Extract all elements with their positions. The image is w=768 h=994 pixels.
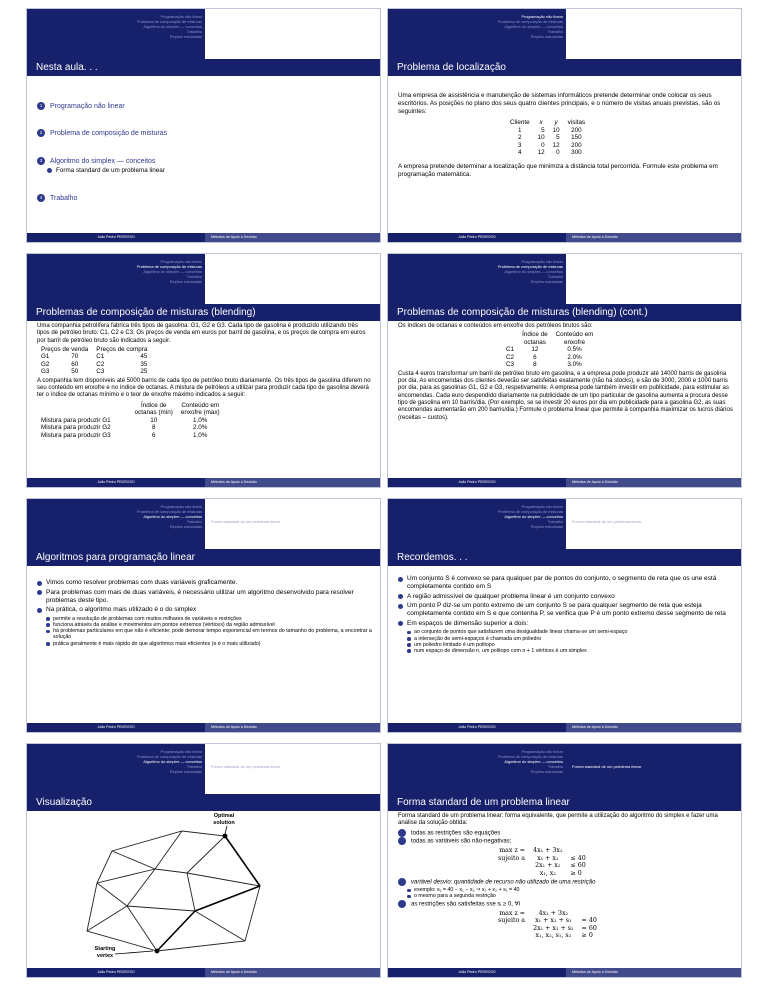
nav-item[interactable]: Programação não linear bbox=[521, 14, 563, 19]
lp-model-standard: max z = 4x₁ + 3x₂ sujeito a x₁ + x₂ + s₁ = 40 2x₁ + x₂ + s₂ = 60 x₁, x₂, s₁, s₂ ≥ 0 bbox=[498, 909, 597, 939]
nav-item[interactable]: Algoritmo do simplex — conceitos bbox=[504, 24, 563, 29]
slide-header bbox=[388, 744, 741, 794]
slide-title: Algoritmos para programação linear bbox=[27, 549, 380, 566]
section-nav bbox=[388, 744, 566, 794]
slide-8 bbox=[387, 743, 742, 978]
slide-title: Recordemos. . . bbox=[388, 549, 741, 566]
nav-item[interactable]: Programação não linear bbox=[160, 749, 202, 754]
prices-table: Preços de venda Preços de compra G1 70 C1 45 G2 60 C2 35 G3 50 C3 25 bbox=[41, 345, 148, 376]
nav-item[interactable]: Programação não linear bbox=[521, 504, 563, 509]
sub-list-item: um poliedro limitado é um politopo bbox=[407, 642, 733, 648]
list-item: Um conjunto S é convexo se para qualquer par de pontos do conjunto, o segmento de reta que os une está completamente contido em S bbox=[398, 575, 733, 591]
bullet-icon bbox=[407, 889, 411, 893]
slide-title: Forma standard de um problema linear bbox=[388, 794, 741, 811]
slide-1 bbox=[26, 8, 381, 243]
paragraph: Custa 4 euros transformar um barril de petróleo bruto em gasolina, e a empresa pode produzir até 14000 barris de gasolina por dia. As encomendas dos clientes deverão ser satisfeitas exatamente (não há stocks), e são de 3000, 2000 e 1000 barris por dia, para as gasolinas G1, G2 e G3, respetivamente. A empresa pode também investir em publicidade, para estimular as encomendas. Cada euro despendido diariamente na publicidade de um tipo particular de gasolina aumenta a procura desse tipo de gasolina em 10 barris/dia. (Por exemplo, se se investir 20 euros por dia em publicidade para a gasolina G2, as suas encomendas aumentarão em 200 barris/dia.) Formule o problema linear que permite à companhia maximizar os lucros diários (receitas – custos). bbox=[398, 370, 733, 421]
nav-item[interactable]: Algoritmo do simplex — conceitos bbox=[143, 759, 202, 764]
slide-body bbox=[398, 323, 733, 473]
sub-list-item: funciona através da análise e movimentos em pontos extremos (vértices) da região admissível bbox=[46, 622, 372, 628]
section-nav bbox=[388, 9, 566, 59]
bullet-icon bbox=[407, 631, 411, 635]
paragraph: A companhia tem disponíveis até 5000 barris de cada tipo de petróleo bruto diariamente. Os três tipos de gasolina diferem no seu conteúdo em enxofre e no índice de octanas. A mistura de petróleos a utilizar para produzir cada tipo de gasolina deverá ter o índice de octanas mínimo e o teor de enxofre máximo indicados a seguir: bbox=[37, 377, 371, 399]
list-item: Na prática, o algoritmo mais utilizado é o do simplex bbox=[37, 606, 372, 614]
footer-course: Métodos de Apoio à Decisão bbox=[566, 233, 742, 242]
slide-title: Visualização bbox=[27, 794, 380, 811]
footer-course: Métodos de Apoio à Decisão bbox=[205, 478, 381, 487]
slide-3 bbox=[26, 253, 381, 488]
bullet-icon bbox=[398, 577, 403, 582]
sub-list-item: o mesmo para a segunda restrição bbox=[407, 893, 733, 899]
clients-table: Cliente x y visitas 1 5 10 200 2 10 5 150 3 0 12 200 4 12 0 300 bbox=[510, 119, 586, 156]
slide-header bbox=[27, 9, 380, 59]
slide-footer bbox=[27, 478, 380, 487]
nav-item[interactable]: Reções estudadas bbox=[169, 769, 202, 774]
section-nav bbox=[27, 499, 205, 549]
slide-footer bbox=[388, 968, 741, 977]
subsection-nav: Forma standard de um problema linear bbox=[566, 744, 742, 794]
list-item: Um ponto P diz-se um ponto extremo de um conjunto S se para qualquer segmento de reta que esteja completamente contido em S e que contenha P, se verifica que P é um ponto extremo desse segmento de reta bbox=[398, 602, 733, 618]
slide-body bbox=[37, 579, 372, 718]
footer-course: Métodos de Apoio à Decisão bbox=[566, 723, 742, 732]
step-number-icon bbox=[398, 878, 406, 886]
nav-item[interactable]: Problema de composição de misturas bbox=[136, 754, 202, 759]
toc-number: 3 bbox=[37, 157, 45, 165]
sub-list-item: permite a resolução de problemas com muitos milhares de variáveis e restrições bbox=[46, 616, 372, 622]
step-number-icon bbox=[398, 837, 406, 845]
step-number-icon bbox=[398, 829, 406, 837]
footer-course: Métodos de Apoio à Decisão bbox=[566, 478, 742, 487]
nav-item[interactable]: Trabalho bbox=[547, 519, 563, 524]
nav-item[interactable]: Trabalho bbox=[547, 764, 563, 769]
label-vertex: vertex bbox=[96, 953, 114, 959]
subsection-nav bbox=[566, 9, 742, 59]
footer-course: Métodos de Apoio à Decisão bbox=[566, 968, 742, 977]
label-starting: Starting bbox=[94, 946, 116, 952]
section-nav bbox=[27, 254, 205, 304]
nav-item[interactable]: Problema de composição de misturas bbox=[497, 264, 563, 269]
numbered-item: as restrições são satisfeitas sse sᵢ ≥ 0, ∀i bbox=[398, 900, 733, 909]
nav-item[interactable]: Programação não linear bbox=[521, 259, 563, 264]
bullet-icon bbox=[398, 594, 403, 599]
slide-5 bbox=[26, 498, 381, 733]
toc-item[interactable]: 4 Trabalho bbox=[37, 194, 77, 203]
nav-item[interactable]: Problema de composição de misturas bbox=[136, 19, 202, 24]
nav-item[interactable]: Algoritmo do simplex — conceitos bbox=[504, 759, 563, 764]
sub-list-item: prática geralmente é mais rápido do que algoritmos mais eficientes (e é o mais utilizado) bbox=[46, 641, 372, 647]
lp-model: max z = 4x₁ + 3x₂ sujeito a x₁ + x₂ ≤ 40 2x₁ + x₂ ≤ 60 x₁, x₂ ≥ 0 bbox=[498, 847, 586, 877]
toc-item[interactable]: 2 Problema de composição de misturas bbox=[37, 129, 167, 138]
slide-header bbox=[388, 254, 741, 304]
nav-item[interactable]: Reções estudadas bbox=[169, 524, 202, 529]
bullet-icon bbox=[37, 581, 42, 586]
sub-list-item: exemplo: s₁ = 40 − x₁ − x₂ ⇒ x₁ + x₂ + s₁ = 40 bbox=[407, 887, 733, 893]
bullet-icon bbox=[46, 623, 50, 627]
slide-body bbox=[398, 92, 733, 228]
nav-item[interactable]: Reções estudadas bbox=[530, 34, 563, 39]
slide-header bbox=[388, 9, 741, 59]
slide-4 bbox=[387, 253, 742, 488]
optimal-pointer bbox=[225, 826, 227, 834]
nav-item[interactable]: Problema de composição de misturas bbox=[497, 509, 563, 514]
paragraph: Uma companhia petrolífera fabrica três tipos de gasolina: G1, G2 e G3. Cada tipo de gasolina é produzido utilizando três tipos de petróleo bruto: C1, C2 e C3. Os preços de venda em euros por barril de gasolina, e os preços de compra em euros por barril de petróleo bruto são indicados a seguir. bbox=[37, 323, 366, 344]
label-optimal: Optimal bbox=[213, 813, 235, 819]
footer-author: João Pedro PEDROSO bbox=[388, 478, 566, 487]
nav-item[interactable]: Programação não linear bbox=[160, 504, 202, 509]
nav-item[interactable]: Algoritmo do simplex — conceitos bbox=[504, 514, 563, 519]
footer-course: Métodos de Apoio à Decisão bbox=[205, 723, 381, 732]
nav-item[interactable]: Problema de composição de misturas bbox=[136, 264, 202, 269]
subsection-nav: Forma standard de um problema linear bbox=[566, 499, 742, 549]
slide-6 bbox=[387, 498, 742, 733]
nav-item[interactable]: Programação não linear bbox=[160, 14, 202, 19]
requirements-table: Índice de Conteúdo em octanas (min) enxofre (max) Mistura para produzir G1 10 1.0% Mistura para produzir G2 8 2.0% Mistura para produzir G3 6 1.0% bbox=[41, 401, 220, 439]
optimal-vertex bbox=[223, 834, 228, 839]
slide-body bbox=[398, 813, 733, 963]
footer-author: João Pedro PEDROSO bbox=[388, 233, 566, 242]
slide-header bbox=[388, 499, 741, 549]
footer-author: João Pedro PEDROSO bbox=[388, 723, 566, 732]
toc-subitem[interactable]: Forma standard de um problema linear bbox=[47, 167, 165, 175]
toc-number: 1 bbox=[37, 102, 45, 110]
nav-item[interactable]: Problema de composição de misturas bbox=[136, 509, 202, 514]
bullet-icon bbox=[407, 637, 411, 641]
nav-item[interactable]: Trabalho bbox=[547, 29, 563, 34]
slide-header bbox=[27, 254, 380, 304]
footer-author: João Pedro PEDROSO bbox=[388, 968, 566, 977]
section-nav bbox=[388, 499, 566, 549]
bullet-icon bbox=[407, 895, 411, 899]
list-item: Para problemas com mais de duas variáveis, é necessário utilizar um algoritmo desenvolvido para resolver problemas deste tipo. bbox=[37, 589, 372, 605]
nav-item[interactable]: Algoritmo do simplex — conceitos bbox=[143, 269, 202, 274]
slide-body bbox=[398, 575, 733, 718]
paragraph: Uma empresa de assistência e manutenção de sistemas informáticos pretende determinar onde colocar os seus escritórios. As posições no plano dos seus quatro clientes principais, e o número de visitas anuais previstas, são os seguintes: bbox=[398, 92, 721, 115]
numbered-item: variável desvio: quantidade de recurso não utilizado de uma restrição bbox=[398, 878, 733, 887]
nav-item[interactable]: Reções estudadas bbox=[169, 34, 202, 39]
subsection-nav bbox=[566, 254, 742, 304]
list-item: Em espaços de dimensão superior a dois: bbox=[398, 620, 733, 628]
slide-footer bbox=[27, 233, 380, 242]
nav-item[interactable]: Reções estudadas bbox=[530, 279, 563, 284]
footer-course: Métodos de Apoio à Decisão bbox=[205, 968, 381, 977]
toc-number: 2 bbox=[37, 129, 45, 137]
subsection-nav bbox=[205, 254, 381, 304]
footer-author: João Pedro PEDROSO bbox=[27, 233, 205, 242]
slide-body bbox=[37, 323, 372, 473]
subsection-nav bbox=[205, 9, 381, 59]
list-item: Vimos como resolver problemas com duas variáveis graficamente. bbox=[37, 579, 372, 587]
bullet-icon bbox=[46, 642, 50, 646]
footer-course: Métodos de Apoio à Decisão bbox=[205, 233, 381, 242]
bullet-icon bbox=[407, 649, 411, 653]
nav-item[interactable]: Programação não linear bbox=[160, 259, 202, 264]
bullet-icon bbox=[47, 168, 52, 173]
subsection-nav: Forma standard de um problema linear bbox=[205, 744, 381, 794]
nav-item[interactable]: Algoritmo do simplex — conceitos bbox=[143, 24, 202, 29]
slide-header bbox=[27, 744, 380, 794]
footer-author: João Pedro PEDROSO bbox=[27, 968, 205, 977]
slide-footer bbox=[388, 233, 741, 242]
bullet-icon bbox=[407, 643, 411, 647]
section-nav bbox=[388, 254, 566, 304]
crude-table: Índice de Conteúdo em octanas enxofre C1 12 0.5% C2 6 2.0% C3 8 3.0% bbox=[506, 331, 594, 369]
sub-list-item: há problemas particulares em que não é eficiente: pode demorar tempo exponencial em termos do tamanho do problema, a encontrar a solução bbox=[46, 628, 372, 640]
slide-header bbox=[27, 499, 380, 549]
slide-title: Problema de localização bbox=[388, 59, 741, 76]
section-nav bbox=[27, 744, 205, 794]
section-nav bbox=[27, 9, 205, 59]
sub-list-item: ao conjunto de pontos que satisfazem uma desigualdade linear chama-se um semi-espaço bbox=[407, 629, 733, 635]
nav-item[interactable]: Trabalho bbox=[186, 274, 202, 279]
step-number-icon bbox=[398, 900, 406, 908]
paragraph: Forma standard de um problema linear: forma equivalente, que permite a utilização do algoritmo do simplex e fazer uma análise da solução obtida: bbox=[398, 813, 718, 827]
bullet-icon bbox=[46, 617, 50, 621]
nav-item[interactable]: Reções estudadas bbox=[530, 524, 563, 529]
slide-title: Problemas de composição de misturas (blending) bbox=[27, 304, 380, 321]
nav-item[interactable]: Problema de composição de misturas bbox=[497, 19, 563, 24]
slide-body bbox=[27, 811, 380, 963]
nav-item[interactable]: Trabalho bbox=[186, 29, 202, 34]
nav-item[interactable]: Algoritmo do simplex — conceitos bbox=[504, 269, 563, 274]
footer-author: João Pedro PEDROSO bbox=[27, 723, 205, 732]
bullet-icon bbox=[37, 590, 42, 595]
nav-item[interactable]: Reções estudadas bbox=[169, 279, 202, 284]
bullet-icon bbox=[398, 604, 403, 609]
nav-item[interactable]: Trabalho bbox=[186, 764, 202, 769]
slide-footer bbox=[27, 968, 380, 977]
paragraph: A empresa pretende determinar a localização que minimiza a distância total percorrida. Formule este problema em programação matemática. bbox=[398, 162, 718, 178]
simplex-path bbox=[157, 836, 260, 951]
paragraph: Os índices de octanas e conteúdos em enxofre dos petróleos brutos são: bbox=[398, 323, 593, 329]
toc-item[interactable]: 1 Programação não linear bbox=[37, 102, 125, 111]
numbered-item: todas as restrições são equações bbox=[398, 829, 733, 838]
nav-item[interactable]: Reções estudadas bbox=[530, 769, 563, 774]
subsection-nav: Forma standard de um problema linear bbox=[205, 499, 381, 549]
nav-item[interactable]: Trabalho bbox=[547, 274, 563, 279]
polytope-figure bbox=[27, 811, 381, 961]
sub-list-item: a interseção de semi-espaços é chamada um poliedro bbox=[407, 636, 733, 642]
nav-item[interactable]: Problema de composição de misturas bbox=[497, 754, 563, 759]
nav-item[interactable]: Programação não linear bbox=[521, 749, 563, 754]
toc-item[interactable]: 3 Algoritmo do simplex — conceitos bbox=[37, 157, 155, 166]
starting-vertex bbox=[155, 949, 160, 954]
nav-item[interactable]: Trabalho bbox=[186, 519, 202, 524]
slide-footer bbox=[388, 723, 741, 732]
starting-pointer bbox=[115, 951, 153, 954]
numbered-item: todas as variáveis são não-negativas: bbox=[398, 837, 733, 846]
slide-body bbox=[37, 81, 372, 228]
slide-7 bbox=[26, 743, 381, 978]
slide-title: Problemas de composição de misturas (blending) (cont.) bbox=[388, 304, 741, 321]
slide-2 bbox=[387, 8, 742, 243]
slide-title: Nesta aula. . . bbox=[27, 59, 380, 76]
slide-footer bbox=[27, 723, 380, 732]
bullet-icon bbox=[46, 630, 50, 634]
label-solution: solution bbox=[213, 820, 235, 826]
nav-item[interactable]: Algoritmo do simplex — conceitos bbox=[143, 514, 202, 519]
bullet-icon bbox=[398, 621, 403, 626]
list-item: A região admissível de qualquer problema linear é um conjunto convexo bbox=[398, 593, 733, 601]
slide-footer bbox=[388, 478, 741, 487]
toc-number: 4 bbox=[37, 194, 45, 202]
bullet-icon bbox=[37, 608, 42, 613]
sub-list-item: num espaço de dimensão n, um politopo com n + 1 vértices é um simplex bbox=[407, 648, 733, 654]
footer-author: João Pedro PEDROSO bbox=[27, 478, 205, 487]
